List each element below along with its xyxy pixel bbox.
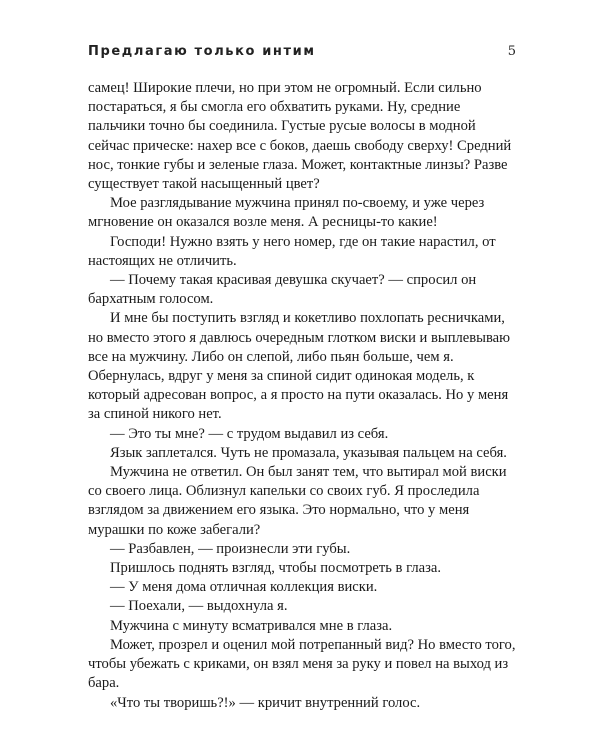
paragraph: «Что ты творишь?!» — кричит внутренний голос. (110, 694, 421, 711)
body-text (88, 79, 520, 713)
page-header (88, 44, 516, 64)
page-number: 5 (507, 44, 516, 59)
running-head: Предлагаю только интим (88, 44, 316, 59)
paragraph: Язык заплетался. Чуть не промазала, указывая пальцем на себя. (110, 444, 507, 461)
paragraph: самец! Широкие плечи, но при этом не огромный. Если сильно постараться, я бы смогла его обхватить руками. Ну, средние пальчики точно бы соединила. Густые русые волосы в модной сейчас прическе: нахер все с боков, даешь свободу сверху! Средний нос, тонкие губы и зеленые глаза. Может, контактные линзы? Разве существует такой насыщенный цвет? (88, 80, 512, 193)
dialogue-line: — Разбавлен, — произнесли эти губы. (110, 540, 351, 557)
dialogue-line: — У меня дома отличная коллекция виски. (110, 579, 378, 596)
paragraph: Может, прозрел и оценил мой потрепанный вид? Но вместо того, чтобы убежать с криками, он взял меня за руку и повел на выход из бара. (88, 636, 516, 692)
dialogue-line: — Поехали, — выдохнула я. (110, 598, 288, 615)
paragraph: Господи! Нужно взять у него номер, где он такие нарастил, от настоящих не отличить. (88, 233, 496, 269)
paragraph: Мое разглядывание мужчина принял по-своему, и уже через мгновение он оказался возле меня. А ресницы-то какие! (88, 195, 485, 231)
paragraph: И мне бы поступить взгляд и кокетливо похлопать ресничками, но вместо этого я давлюсь очередным глотком виски и выплевываю все на мужчину. Либо он слепой, либо пьян больше, чем я. Обернулась, вдруг у меня за спиной сидит одинокая модель, к который адресован вопрос, а я просто на пути оказалась. Но у меня за спиной никого нет. (88, 310, 511, 423)
paragraph: Мужчина не ответил. Он был занят тем, что вытирал мой виски со своего лица. Облизнул капельки со своих губ. Я проследила взглядом за движением его языка. Это нормально, что у меня мурашки по коже забегали? (88, 464, 507, 538)
dialogue-line: — Почему такая красивая девушка скучает? — спросил он бархатным голосом. (88, 272, 477, 308)
paragraph: Пришлось поднять взгляд, чтобы посмотреть в глаза. (110, 560, 441, 577)
paragraph: Мужчина с минуту всматривался мне в глаза. (110, 617, 393, 634)
dialogue-line: — Это ты мне? — с трудом выдавил из себя. (110, 425, 389, 442)
